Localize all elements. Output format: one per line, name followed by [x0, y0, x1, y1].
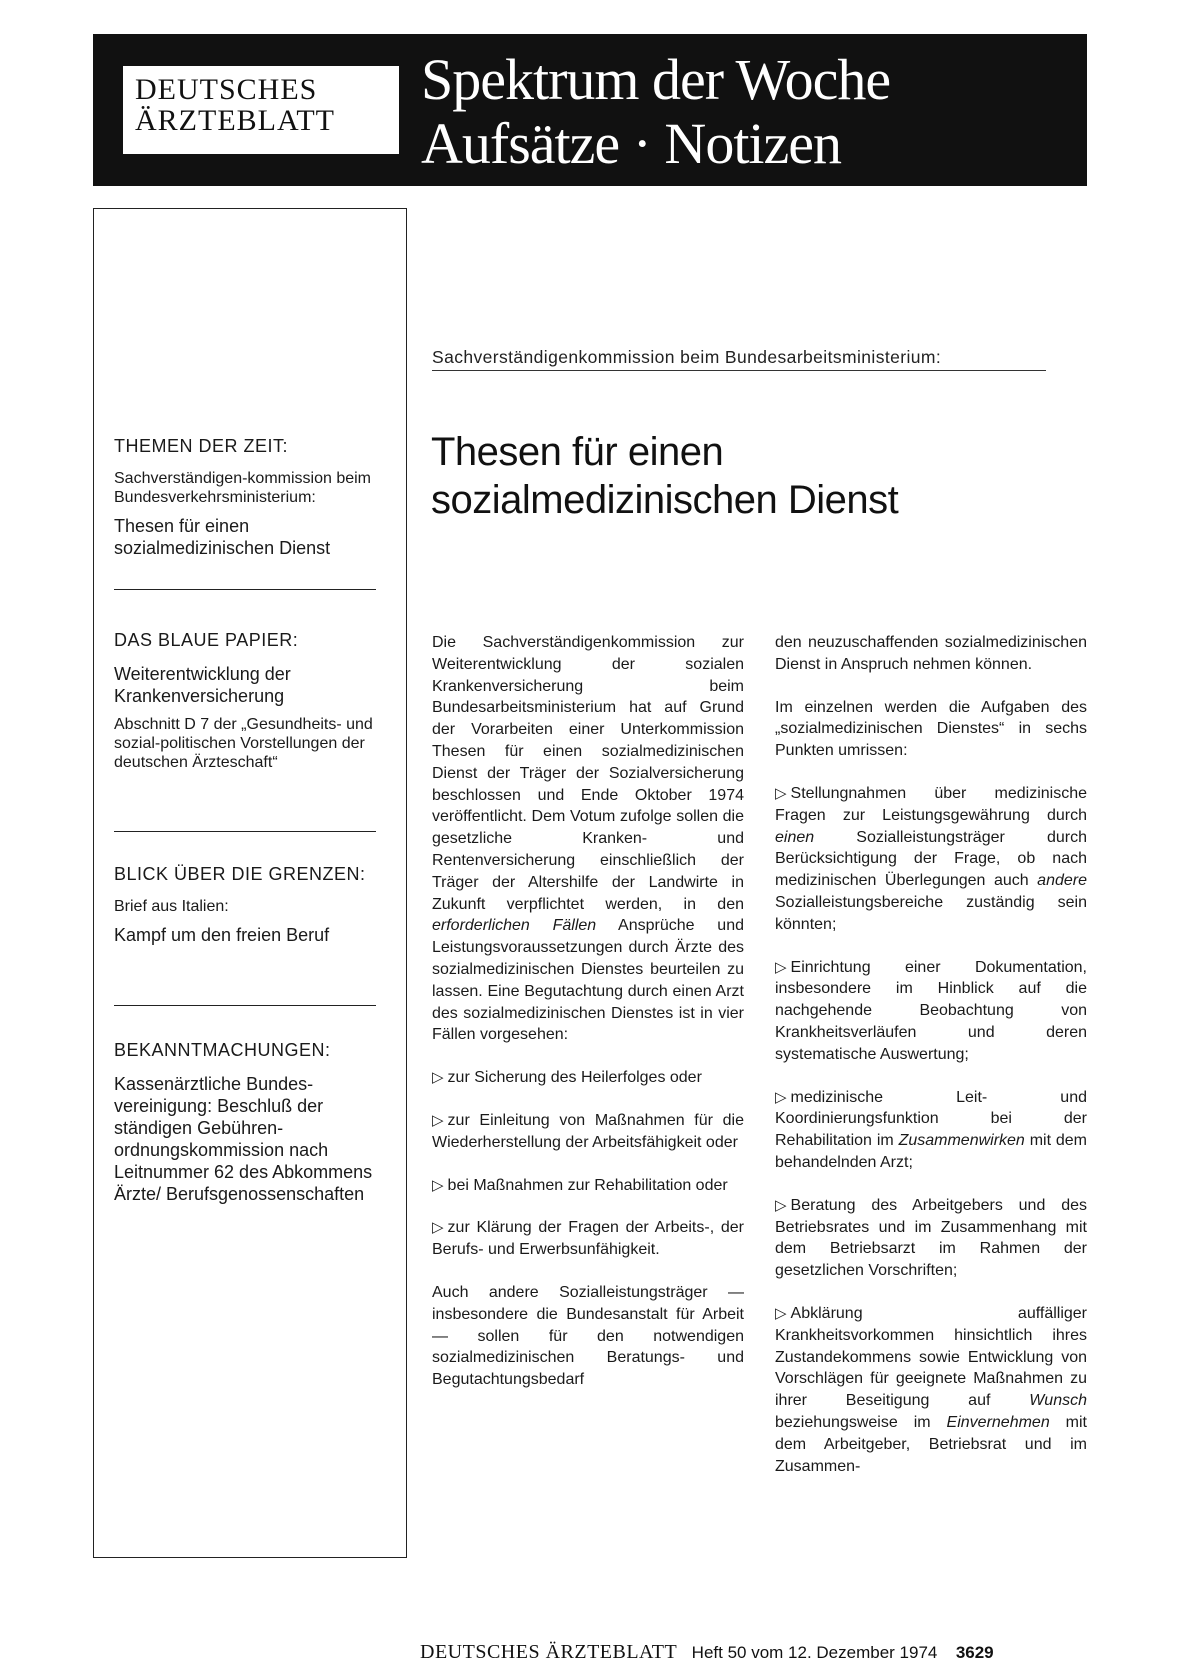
sidebar-divider — [114, 1005, 376, 1006]
task-item: ▷ medizinische Leit- und Koordinierungsfunktion bei der Rehabilitation im Zusammenwirken mit dem behandelnden Arzt; — [775, 1088, 1087, 1171]
sidebar-title: Kampf um den freien Beruf — [114, 925, 330, 945]
sidebar-subtitle: Abschnitt D 7 der „Gesundheits- und sozial-politischen Vorstellungen der deutschen Ärzteschaft“ — [114, 716, 373, 771]
sidebar-heading: THEMEN DER ZEIT: — [114, 436, 289, 456]
lead-paragraph: Im einzelnen werden die Aufgaben des „sozialmedizinischen Dienstes“ in sechs Punkten umrissen: — [775, 698, 1087, 760]
list-item: ▷ bei Maßnahmen zur Rehabilitation oder — [432, 1175, 744, 1197]
magazine-logo — [123, 66, 399, 154]
triangle-bullet-icon: ▷ — [775, 1196, 787, 1214]
triangle-bullet-icon: ▷ — [775, 958, 787, 976]
sidebar-divider — [114, 589, 376, 590]
sidebar-heading: DAS BLAUE PAPIER: — [114, 630, 299, 650]
section-title — [421, 48, 890, 176]
contents-sidebar — [93, 208, 407, 1558]
sidebar-title: Weiterentwicklung der Krankenversicherung — [114, 664, 291, 706]
sidebar-subtitle: Brief aus Italien: — [114, 898, 229, 915]
task-item: ▷ Abklärung auffälliger Krankheitsvorkommen hinsichtlich ihres Zustandekommens sowie Entwicklung von Vorschlägen für geeignete Maßnahmen zu ihrer Beseitigung auf Wunsch beziehungsweise im Einvernehmen mit dem Arbeitgeber, Betriebsrat und im Zusammen- — [775, 1304, 1087, 1475]
sidebar-section-grenzen — [114, 863, 376, 946]
list-item: ▷ zur Einleitung von Maßnahmen für die Wiederherstellung der Arbeitsfähigkeit oder — [432, 1111, 744, 1151]
kicker-underline — [432, 370, 1046, 371]
sidebar-section-blaue-papier — [114, 629, 376, 772]
headline-line-2: sozialmedizinischen Dienst — [431, 478, 899, 522]
triangle-bullet-icon: ▷ — [432, 1219, 444, 1237]
task-item: ▷ Stellungnahmen über medizinische Fragen zur Leistungsgewährung durch einen Sozialleistungsträger durch Berücksichtigung der Frage, ob nach medizinischen Überlegungen auch andere Sozialleistungsbereiche zuständig sein könnten; — [775, 784, 1087, 933]
page-footer — [420, 1641, 1080, 1664]
article-column-1 — [432, 632, 744, 1412]
triangle-bullet-icon: ▷ — [775, 1304, 787, 1322]
list-item: ▷ zur Sicherung des Heilerfolges oder — [432, 1067, 744, 1089]
continued-paragraph: den neuzuschaffenden sozialmedizinischen Dienst in Anspruch nehmen können. — [775, 634, 1087, 673]
sidebar-title: Thesen für einen sozialmedizinischen Dienst — [114, 516, 331, 558]
article-kicker: Sachverständigenkommission beim Bundesarbeitsministerium: — [432, 347, 942, 367]
article-headline — [431, 428, 1071, 524]
sidebar-section-bekanntmachungen — [114, 1039, 376, 1205]
section-title-line-2: Aufsätze · Notizen — [421, 111, 842, 176]
closing-paragraph: Auch andere Sozialleistungsträger — insbesondere die Bundesanstalt für Arbeit — sollen für den notwendigen sozialmedizinischen Beratungs- und Begutachtungsbedarf — [432, 1283, 744, 1389]
logo-line-1: DEUTSCHES — [135, 73, 318, 106]
footer-magazine-name: DEUTSCHES ÄRZTEBLATT — [420, 1641, 678, 1663]
triangle-bullet-icon: ▷ — [432, 1069, 444, 1087]
footer-issue: Heft 50 vom 12. Dezember 1974 — [691, 1643, 938, 1662]
article-column-2 — [775, 632, 1087, 1498]
masthead — [93, 34, 1087, 186]
sidebar-divider — [114, 831, 376, 832]
headline-line-1: Thesen für einen — [431, 430, 724, 474]
sidebar-title: Kassenärztliche Bundes-vereinigung: Beschluß der ständigen Gebühren-ordnungskommission nach Leitnummer 62 des Abkommens Ärzte/ Berufsgenossenschaften — [114, 1074, 373, 1204]
triangle-bullet-icon: ▷ — [775, 784, 787, 802]
intro-paragraph: Die Sachverständigenkommission zur Weiterentwicklung der sozialen Krankenversicherung beim Bundesarbeitsministerium hat auf Grund der Vorarbeiten einer Unterkommission Thesen für einen sozialmedizinischen Dienst der Träger der Sozialversicherung beschlossen und Ende Oktober 1974 veröffentlicht. Dem Votum zufolge sollen die gesetzliche Kranken- und Rentenversicherung einschließlich der Träger der Altershilfe der Landwirte in Zukunft verpflichtet werden, in den erforderlichen Fällen Ansprüche und Leistungsvoraussetzungen durch Ärzte des sozialmedizinischen Dienstes beurteilen zu lassen. Eine Begutachtung durch einen Arzt des sozialmedizinischen Dienstes ist in vier Fällen vorgesehen: — [432, 634, 744, 1044]
list-item: ▷ zur Klärung der Fragen der Arbeits-, der Berufs- und Erwerbsunfähigkeit. — [432, 1219, 744, 1259]
logo-line-2: ÄRZTEBLATT — [135, 104, 335, 137]
triangle-bullet-icon: ▷ — [432, 1176, 444, 1194]
task-item: ▷ Einrichtung einer Dokumentation, insbesondere im Hinblick auf die nachgehende Beobachtung von Krankheitsverläufen und deren systematische Auswertung; — [775, 958, 1087, 1063]
task-item: ▷ Beratung des Arbeitgebers und des Betriebsrates und im Zusammenhang mit dem Betriebsarzt im Rahmen der gesetzlichen Vorschriften; — [775, 1196, 1087, 1280]
triangle-bullet-icon: ▷ — [432, 1111, 444, 1129]
sidebar-section-themen — [114, 435, 376, 559]
sidebar-subtitle: Sachverständigen-kommission beim Bundesverkehrsministerium: — [114, 470, 371, 506]
page-number: 3629 — [955, 1643, 994, 1662]
sidebar-heading: BEKANNTMACHUNGEN: — [114, 1040, 331, 1060]
sidebar-heading: BLICK ÜBER DIE GRENZEN: — [114, 864, 366, 884]
section-title-line-1: Spektrum der Woche — [421, 47, 891, 112]
triangle-bullet-icon: ▷ — [775, 1088, 787, 1106]
